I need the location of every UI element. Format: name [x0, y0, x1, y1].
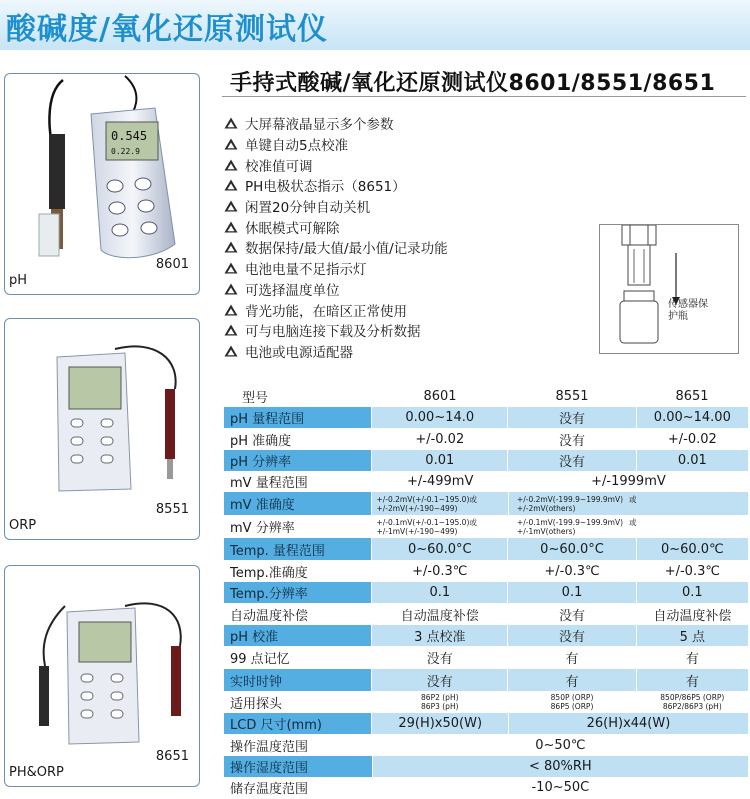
row-label: mV 准确度: [224, 492, 371, 515]
row-label: Temp.分辨率: [224, 582, 371, 603]
header-model-8601: 8601: [423, 388, 457, 404]
row-label: pH 量程范围: [224, 407, 371, 428]
feature-item: [224, 341, 448, 362]
table-row: [224, 777, 748, 798]
product-model: 8651: [155, 749, 189, 764]
feature-text: 电池电量不足指示灯: [245, 262, 367, 279]
page-title: 酸碱度/氧化还原测试仪: [6, 12, 328, 47]
cell-line: +/-0.1mV(-199.9~199.9mV): [516, 517, 624, 527]
product-name: PH&ORP: [9, 765, 64, 780]
product-card-8651: [4, 565, 200, 787]
cell-8601: 0.1: [372, 582, 507, 603]
cell-or: 或: [629, 494, 637, 504]
cell-8601: +/-0.3℃: [412, 563, 468, 579]
feature-text: 校准值可调: [245, 158, 313, 175]
cell-8551: 有: [508, 669, 635, 691]
cell-8651: +/-0.3℃: [664, 563, 720, 579]
cell-8551: 没有: [508, 450, 635, 471]
cell-8551: [508, 691, 635, 713]
product-model: 8601: [155, 257, 189, 272]
table-row: [224, 756, 748, 777]
row-label: Temp. 量程范围: [224, 538, 371, 560]
cell-8601: [372, 691, 507, 713]
product-name: pH: [9, 273, 28, 288]
table-row: [224, 515, 748, 538]
cell-8601: 没有: [372, 669, 507, 691]
cell-8651: 5 点: [637, 625, 748, 646]
table-row: [224, 492, 748, 515]
sensor-diagram: [599, 224, 739, 354]
feature-text: 可选择温度单位: [245, 282, 340, 299]
cell-line: 86P2 (pH): [421, 693, 459, 702]
feature-item: [224, 320, 448, 341]
cell-line: 86P3 (pH): [421, 702, 459, 711]
cell-8551-8651: [509, 515, 748, 538]
feature-text: 背光功能，在暗区正常使用: [245, 303, 407, 320]
cell-8651: 有: [685, 652, 699, 667]
table-row: [224, 603, 748, 625]
row-label: 99 点记忆: [230, 652, 290, 667]
feature-text: 休眠模式可解除: [245, 220, 340, 237]
table-row: [224, 428, 748, 450]
feature-text: 闲置20分钟自动关机: [245, 200, 371, 217]
row-label: 操作湿度范围: [224, 756, 372, 777]
cell-8551: 没有: [559, 433, 586, 449]
cell-8551: 没有: [559, 608, 586, 624]
row-label: 操作温度范围: [230, 739, 309, 755]
cell-8551: 0.1: [508, 582, 635, 603]
feature-item: [224, 237, 448, 258]
meter-reading: 0.545: [111, 129, 148, 143]
cell-8601: 3 点校准: [372, 625, 507, 646]
cell-8551: 有: [565, 652, 579, 667]
warning-triangle-icon: [224, 159, 238, 171]
header-model-8651: 8651: [675, 388, 709, 404]
feature-item: [224, 216, 448, 237]
cell-8551: 0~60.0°C: [508, 538, 635, 560]
row-label: mV 量程范围: [230, 476, 308, 491]
cell-line: 86P2/86P3 (pH): [662, 702, 722, 711]
table-row: [224, 713, 748, 734]
table-row: [224, 450, 748, 471]
table-row: [224, 407, 748, 428]
warning-triangle-icon: [224, 304, 238, 316]
feature-text: PH电极状态指示（8651）: [245, 179, 406, 196]
warning-triangle-icon: [224, 200, 238, 212]
feature-item: [224, 154, 448, 175]
row-label: mV 分辨率: [230, 521, 295, 536]
product-model: 8551: [155, 502, 189, 517]
cell-8601: 0~60.0°C: [372, 538, 507, 560]
warning-triangle-icon: [224, 221, 238, 233]
row-label: pH 分辨率: [224, 450, 371, 471]
header-model-label: 型号: [242, 390, 269, 406]
header-model-8551: 8551: [555, 388, 589, 404]
warning-triangle-icon: [224, 262, 238, 274]
cell-8601: 29(H)x50(W): [372, 713, 507, 734]
feature-text: 单键自动5点校准: [245, 138, 349, 155]
table-row: [224, 669, 748, 691]
cell-8551: 没有: [508, 407, 635, 428]
row-label: 适用探头: [230, 696, 283, 712]
feature-text: 数据保持/最大值/最小值/记录功能: [245, 241, 448, 258]
row-label: Temp.准确度: [230, 565, 308, 581]
cell-8551-8651: +/-1999mV: [591, 474, 666, 489]
cell-line: +/-0.2mV(-199.9~199.9mV): [516, 494, 624, 504]
feature-text: 电池或电源适配器: [245, 344, 353, 361]
cell-8601: 没有: [426, 652, 453, 667]
row-label: 储存温度范围: [230, 782, 309, 797]
cell-8651: 自动温度补偿: [653, 608, 732, 624]
cell-line: +/-1mV(others): [516, 526, 576, 536]
row-label: 实时时钟: [224, 669, 371, 691]
row-label: 自动温度补偿: [230, 608, 309, 624]
product-card-8601: [4, 73, 200, 295]
feature-item: [224, 299, 448, 320]
table-row: [224, 625, 748, 646]
cell-8651: 0.00~14.00: [637, 407, 748, 428]
header-banner: [0, 0, 750, 50]
cell-line: +/-2mV(others): [516, 503, 576, 513]
table-row: [224, 538, 748, 560]
cell-8601: [372, 492, 507, 515]
cell-8601: +/-0.02: [415, 431, 465, 447]
sensor-bottle-illustration: [600, 225, 740, 355]
cell-8551: 没有: [508, 625, 635, 646]
warning-triangle-icon: [224, 283, 238, 295]
product-subtitle: 手持式酸碱/氧化还原测试仪8601/8551/8651: [230, 71, 716, 96]
cell-or: 或: [629, 517, 637, 527]
cell-8601: 0.01: [372, 450, 507, 471]
product-name: ORP: [9, 518, 37, 533]
feature-text: 可与电脑连接下载及分析数据: [245, 324, 421, 341]
cell-line: 850P/86P5 (ORP): [660, 693, 725, 702]
cell-8651: [637, 691, 748, 713]
cell-8601: 自动温度补偿: [400, 608, 479, 624]
subtitle-divider: [222, 96, 746, 97]
cell-8601: [372, 515, 507, 538]
table-row: [224, 691, 748, 713]
cell-8551-8651: 26(H)x44(W): [509, 713, 748, 734]
table-row: [224, 734, 748, 756]
cell-all-models: < 80%RH: [373, 756, 748, 777]
cell-8601: +/-499mV: [407, 474, 474, 489]
meter-temp: 0.22.9: [111, 147, 140, 156]
table-row: [224, 582, 748, 603]
cell-8551: +/-0.3℃: [544, 563, 600, 579]
warning-triangle-icon: [224, 179, 238, 191]
feature-item: [224, 258, 448, 279]
table-header-row: [224, 385, 748, 407]
cell-8601: 0.00~14.0: [372, 407, 507, 428]
product-card-8551: [4, 318, 200, 540]
feature-text: 大屏幕液晶显示多个参数: [245, 117, 394, 134]
cell-8651: 0.01: [637, 450, 748, 471]
cell-line: +/-2mV(+/-190~499): [376, 503, 458, 513]
feature-list: [224, 113, 448, 361]
row-label: pH 准确度: [230, 433, 292, 449]
warning-triangle-icon: [224, 241, 238, 253]
warning-triangle-icon: [224, 345, 238, 357]
feature-item: [224, 175, 448, 196]
warning-triangle-icon: [224, 138, 238, 150]
table-row: [224, 471, 748, 492]
row-label: pH 校准: [224, 625, 371, 646]
cell-8651: 有: [637, 669, 748, 691]
feature-item: [224, 134, 448, 155]
cell-8551-8651: [509, 492, 748, 515]
feature-item: [224, 113, 448, 134]
cell-line: +/-0.2mV(+/-0.1~195.0)或: [376, 494, 477, 504]
feature-item: [224, 279, 448, 300]
cell-line: 850P (ORP): [550, 693, 594, 702]
table-row: [224, 646, 748, 669]
cell-line: +/-0.1mV(+/-0.1~195.0)或: [376, 517, 477, 527]
feature-item: [224, 196, 448, 217]
cell-8651: 0.1: [637, 582, 748, 603]
row-label: LCD 尺寸(mm): [224, 713, 371, 734]
cell-line: +/-1mV(+/-190~499): [376, 526, 458, 536]
cell-line: 86P5 (ORP): [550, 702, 594, 711]
cell-8651: +/-0.02: [667, 431, 717, 447]
cell-all-models: -10~50C: [531, 780, 590, 795]
diagram-label: 传感器保护瓶: [668, 299, 708, 322]
warning-triangle-icon: [224, 117, 238, 129]
table-row: [224, 560, 748, 582]
warning-triangle-icon: [224, 324, 238, 336]
cell-all-models: 0~50℃: [535, 737, 586, 753]
cell-8651: 0~60.0℃: [637, 538, 748, 560]
